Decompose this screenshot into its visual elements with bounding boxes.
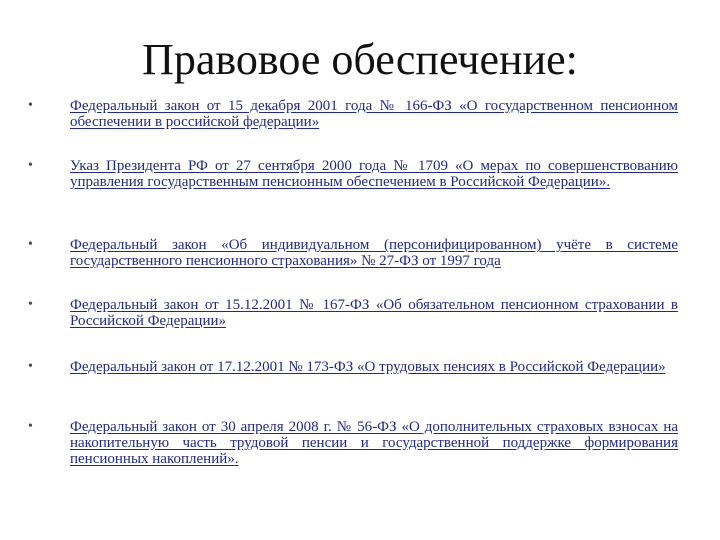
law-link-text: Федеральный закон «Об индивидуальном (персонифицированном) учёте в системе государственного пенсионного страхования» № 27-ФЗ от 1997 года <box>70 237 678 269</box>
law-link-text: Федеральный закон от 15 декабря 2001 года № 166-ФЗ «О государственном пенсионном обеспечении в российской федерации» <box>70 98 678 130</box>
slide-title: Правовое обеспечение: <box>142 35 578 84</box>
law-link-text: Федеральный закон от 15.12.2001 № 167-ФЗ «Об обязательном пенсионном страховании в Российской Федерации» <box>70 297 678 329</box>
list-item <box>28 98 678 130</box>
law-link[interactable] <box>70 419 678 467</box>
list-item <box>28 359 678 375</box>
bullet-icon: • <box>28 419 33 434</box>
bullet-icon: • <box>28 158 33 173</box>
list-item <box>28 237 678 269</box>
law-link[interactable] <box>70 297 678 329</box>
bullet-icon: • <box>28 359 33 374</box>
law-link[interactable] <box>70 359 678 375</box>
law-link-text: Указ Президента РФ от 27 сентября 2000 года № 1709 «О мерах по совершенствованию управления государственным пенсионным обеспечением в Российской Федерации» <box>70 158 678 190</box>
bullet-icon: • <box>28 98 33 113</box>
bullet-icon: • <box>28 297 33 312</box>
law-link-text: Федеральный закон от 17.12.2001 № 173-ФЗ «О трудовых пенсиях в Российской Федерации» <box>70 359 666 375</box>
list-item <box>28 158 678 190</box>
law-link-trailing: . <box>234 451 239 467</box>
law-link-text: Федеральный закон от 30 апреля 2008 г. № 56-ФЗ «О дополнительных страховых взносах на накопительную часть трудовой пенсии и государственной поддержке формирования пенсионных накоплений» <box>70 419 678 467</box>
law-link[interactable] <box>70 98 678 130</box>
bullet-icon: • <box>28 237 33 252</box>
law-link-trailing: . <box>606 174 611 190</box>
law-link[interactable] <box>70 237 678 269</box>
law-link[interactable] <box>70 158 678 190</box>
list-item <box>28 419 678 467</box>
list-item <box>28 297 678 329</box>
